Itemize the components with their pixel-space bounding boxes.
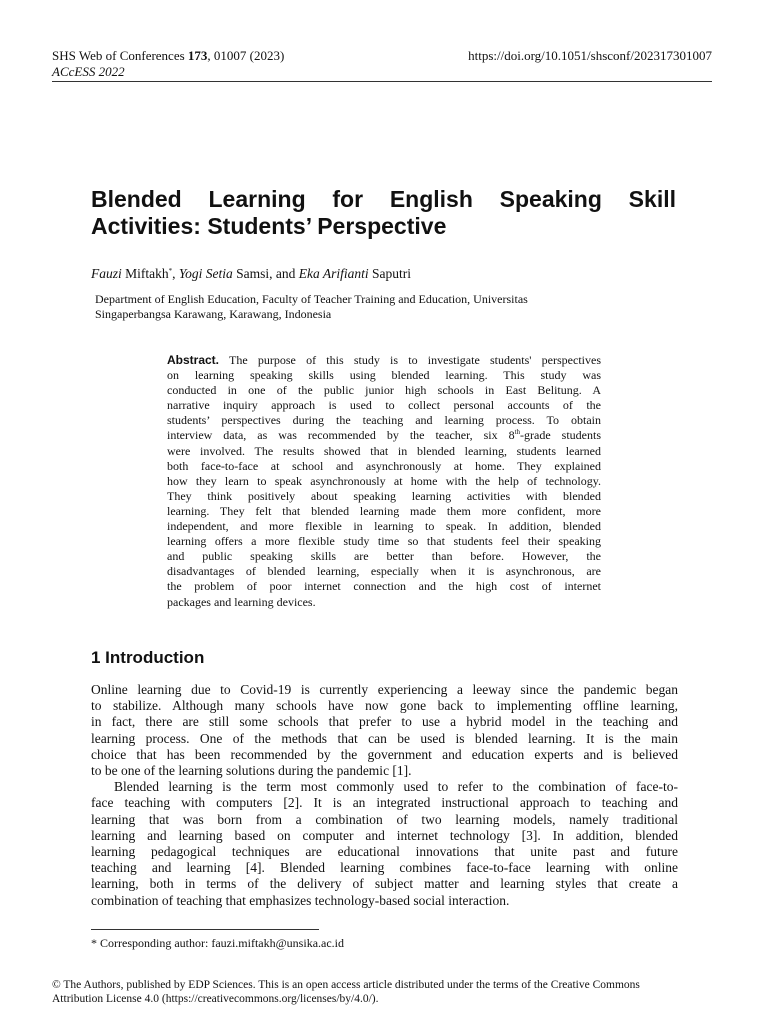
abstract-line [167,428,601,443]
paragraph-line: to be one of the learning solutions during the pandemic [1]. [91,763,412,779]
paragraph-line: to stabilize. Although many schools have now gone back to implementing offline learning, [91,698,678,714]
article-number: , 01007 (2023) [207,48,285,63]
author-separator: , and [269,266,299,281]
doi-link[interactable]: https://doi.org/10.1051/shsconf/202317301007 [468,48,712,63]
paragraph-line: learning that was born from a combination of two learning models, namely traditional [91,811,678,827]
paragraph [91,779,678,909]
abstract-line: and public speaking skills are better than before. However, the [167,549,601,564]
abstract-line [167,353,601,368]
abstract-text: The purpose of this study is to investigate students' perspectives [219,353,601,367]
paragraph-line: combination of teaching that emphasizes technology-based social interaction. [91,892,510,908]
paragraph-line: choice that has been recommended by the government and education experts and is believed [91,746,678,762]
author-2-family: Samsi [232,266,270,281]
journal-name: SHS Web of Conferences [52,48,188,63]
section-heading: 1 Introduction [91,648,205,667]
author-1-given: Fauzi [91,266,122,281]
paragraph-line: learning, both in terms of the delivery of subject matter and learning styles that create a [91,876,678,892]
author-3-given: Eka Arifianti [298,266,369,281]
abstract-line: students’ perspectives during the teaching and learning process. To obtain [167,413,601,428]
abstract-line: disadvantages of blended learning, especially when it is asynchronous, are [167,564,601,579]
author-3-family: Saputri [368,266,412,281]
abstract-line: narrative inquiry approach is used to collect personal accounts of the [167,398,601,413]
paragraph-line: face teaching with computers [2]. It is an integrated instructional approach to teaching and [91,795,678,811]
abstract-line: independent, and more flexible in learning to speak. In addition, blended [167,519,601,534]
header-rule [52,81,712,82]
footnote [91,936,344,951]
license-line: © The Authors, published by EDP Sciences. This is an open access article distributed under the terms of the Creative Commons [52,979,640,991]
author-separator: , [172,266,179,281]
conference-name: ACcESS 2022 [52,64,125,79]
abstract-line: were involved. The results showed that in blended learning, students learned [167,443,601,458]
license-notice [52,978,712,1006]
affiliation [95,292,528,322]
license-line: Attribution License 4.0 (https://creativecommons.org/licenses/by/4.0/). [52,993,379,1005]
paragraph-line: Online learning due to Covid-19 is currently experiencing a leeway since the pandemic began [91,682,678,697]
abstract-line: learning. They felt that blended learning made them more confident, more [167,503,601,518]
affiliation-line: Department of English Education, Faculty of Teacher Training and Education, Universitas [95,292,528,306]
affiliation-line: Singaperbangsa Karawang, Karawang, Indonesia [95,307,332,321]
paragraph [91,682,678,779]
abstract-line: They think positively about speaking learning activities with blended [167,488,601,503]
title-line-1: Blended Learning for English Speaking Skill [91,186,676,212]
footnote-text: Corresponding author: [97,936,212,950]
author-list [91,266,411,282]
journal-volume: 173 [187,48,208,63]
abstract-text: -grade students [520,428,602,443]
abstract-line: packages and learning devices. [167,594,316,609]
abstract-label: Abstract. [167,353,220,367]
author-2-given: Yogi Setia [178,266,233,281]
corresponding-email-link[interactable]: fauzi.miftakh@unsika.ac.id [211,936,345,950]
paragraph-line: teaching and learning [4]. Blended learning combines face-to-face learning with online [91,860,678,876]
abstract-line: both face-to-face at school and asynchronously at home. They explained [167,458,601,473]
paper-title [91,186,676,240]
paragraph-line: in fact, there are still some schools that prefer to use a hybrid model in the teaching and [91,714,678,730]
abstract [167,353,601,610]
running-header [52,48,712,80]
corresponding-mark: * [168,267,173,275]
abstract-line: conducted in one of the public junior high schools in East Belitung. A [167,383,601,398]
abstract-line: on learning speaking skills using blended learning. This study was [167,368,601,383]
abstract-line: how they learn to speak asynchronously at home with the help of technology. [167,473,601,488]
paragraph-line: learning and learning based on computer and internet technology [3]. In addition, blended [91,827,678,843]
abstract-line: the problem of poor internet connection and the high cost of internet [167,579,601,594]
abstract-line: learning offers a more flexible study time so that students feel their speaking [167,534,601,549]
superscript: th [514,428,521,437]
abstract-text: interview data, as was recommended by the teacher, six 8 [167,428,515,443]
title-line-2: Activities: Students’ Perspective [91,213,447,239]
author-1-family: Miftakh [121,266,169,281]
footnote-rule [91,929,319,930]
paragraph-line: learning pedagogical techniques are educational innovations that unite past and future [91,844,678,860]
paragraph-line: Blended learning is the term most commonly used to refer to the combination of face-to- [114,779,678,795]
paragraph-line: learning process. One of the methods that can be used is blended learning. It is the main [91,730,678,746]
footnote-mark: * [91,936,97,950]
section-body [91,682,678,909]
